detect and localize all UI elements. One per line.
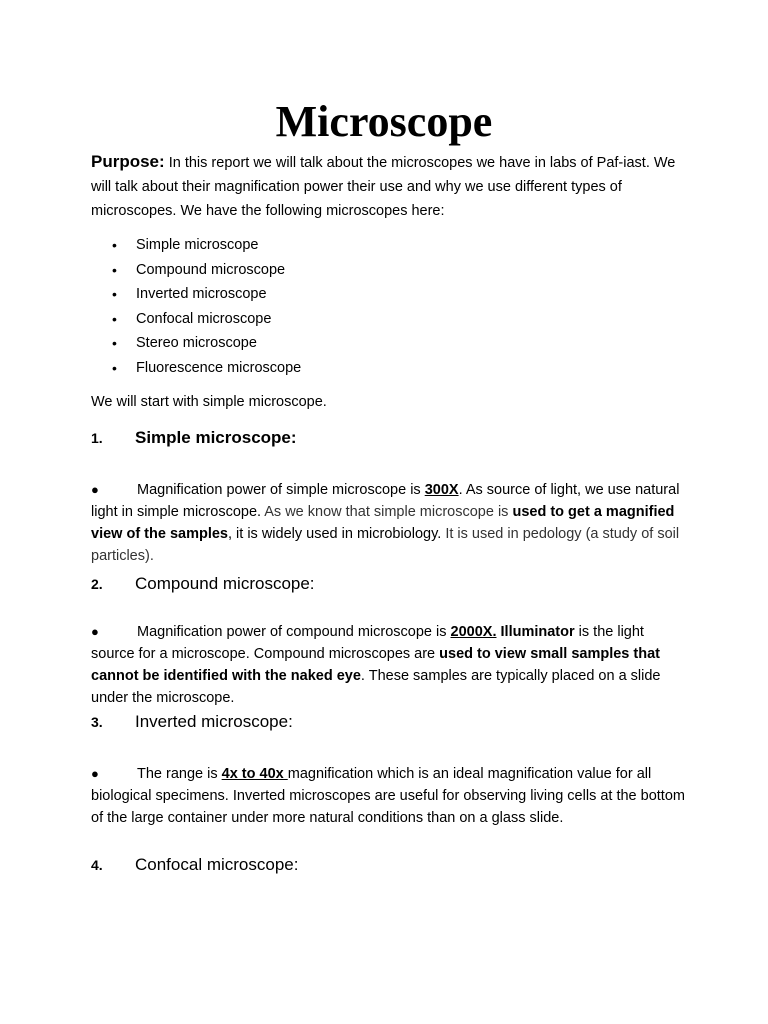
- section-heading-confocal: [91, 853, 691, 877]
- section-title: Simple microscope:: [135, 428, 297, 447]
- section-paragraph-inverted: [91, 763, 691, 829]
- section-number: 3.: [91, 714, 103, 730]
- paragraph-text: . As source of light, we use natural light in simple microscope.: [91, 482, 680, 520]
- list-item: • Inverted microscope: [112, 282, 512, 307]
- section-number: 1.: [91, 430, 103, 446]
- section-paragraph-compound: [91, 621, 691, 709]
- paragraph-emphasis: used to view small samples that cannot be identified with the naked eye: [91, 646, 660, 684]
- list-item: • Simple microscope: [112, 233, 512, 258]
- bullet-dot: ●: [91, 766, 99, 781]
- section-title: Confocal microscope:: [135, 855, 299, 874]
- bullet-dot: ●: [91, 482, 99, 497]
- paragraph-text: , it is widely used in microbiology.: [228, 526, 446, 542]
- purpose-text: In this report we will talk about the microscopes we have in labs of Paf-iast. We will talk about their magnification power their use and why we use different types of microscopes. We have the following microscopes here:: [91, 155, 676, 219]
- paragraph-text: As we know that simple microscope is: [264, 504, 513, 520]
- section-heading-compound: [91, 572, 691, 596]
- paragraph-text: . These samples are typically placed on a slide under the microscope.: [91, 668, 661, 706]
- section-title: Inverted microscope:: [135, 712, 293, 731]
- magnification-value: 4x to 40x: [221, 766, 288, 782]
- page-title: Microscope: [275, 97, 493, 146]
- paragraph-emphasis: used to get a magnified view of the samples: [91, 504, 675, 542]
- bullet-dot: ●: [91, 624, 99, 639]
- section-heading-inverted: [91, 710, 691, 734]
- section-paragraph-simple: [91, 479, 691, 567]
- list-item: • Fluorescence microscope: [112, 356, 512, 381]
- microscope-list: [112, 233, 512, 381]
- purpose-paragraph: [91, 150, 691, 223]
- paragraph-text: is the light source for a microscope. Compound microscopes are: [91, 624, 644, 662]
- paragraph-text: Magnification power of compound microscope is: [137, 624, 451, 640]
- list-item: • Stereo microscope: [112, 331, 512, 356]
- paragraph-text: It is used in pedology (a study of soil particles).: [91, 526, 680, 564]
- purpose-label: Purpose:: [91, 152, 165, 171]
- magnification-value: 300X: [424, 482, 459, 498]
- section-heading-simple: [91, 426, 691, 450]
- magnification-value: 2000X.: [450, 624, 497, 640]
- section-number: 4.: [91, 857, 103, 873]
- paragraph-text: Magnification power of simple microscope is: [137, 482, 425, 498]
- list-item: • Confocal microscope: [112, 307, 512, 332]
- list-item: • Compound microscope: [112, 258, 512, 283]
- section-title: Compound microscope:: [135, 574, 315, 593]
- paragraph-emphasis: Illuminator: [496, 624, 575, 640]
- paragraph-text: The range is: [137, 766, 222, 782]
- paragraph-text: magnification which is an ideal magnification value for all biological specimens. Inverted microscopes are useful for observing living cells at the bottom of the large container under more natural conditions than on a glass slide.: [91, 766, 685, 826]
- section-number: 2.: [91, 576, 103, 592]
- intro-line: We will start with simple microscope.: [91, 394, 327, 410]
